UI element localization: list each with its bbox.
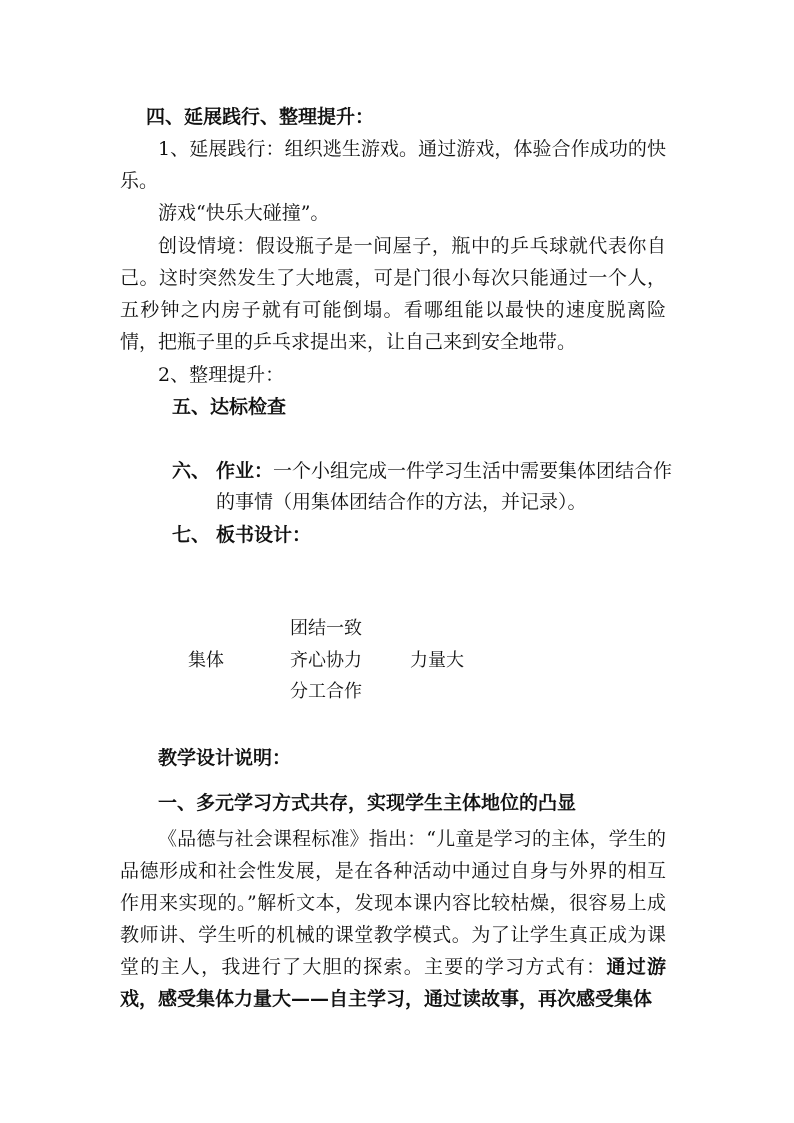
section6-text-line1: 一个小组完成一件学习生活中需要集体团结合作: [273, 460, 673, 482]
board-middle-item-1: 团结一致: [290, 618, 362, 639]
scenario-label: 创设情境：: [158, 235, 256, 257]
section6-line1: [216, 458, 672, 484]
scenario-paragraph: [120, 230, 666, 358]
design-notes-heading: 教学设计说明：: [158, 747, 292, 769]
board-middle-item-2: 齐心协力: [290, 650, 362, 671]
section4-item1-text: 组织逃生游戏。通过游戏，体验合作成功的快乐。: [120, 138, 666, 192]
board-left: 集体: [188, 650, 224, 671]
scenario-text: 假设瓶子是一间屋子，瓶中的乒乓球就代表你自己。这时突然发生了大地震，可是门很小每次只能通过一个人，五秒钟之内房子就有可能倒塌。看哪组能以最快的速度脱离险情，把瓶子里的乒乓求提出来，让自己来到安全地带。: [120, 235, 666, 353]
section6-label: 作业：: [216, 460, 274, 482]
section4-item1: [120, 133, 666, 197]
game-title: 游戏“快乐大碰撞”。: [158, 202, 330, 224]
section7-number: 七、: [172, 524, 211, 546]
section4-item2: 2、整理提升：: [158, 364, 285, 386]
section7-label: 板书设计：: [216, 524, 312, 546]
board-middle-item-3: 分工合作: [290, 681, 362, 702]
design-notes-paragraph-bold: 通过游戏，感受集体力量大——自主学习，通过读故事，再次感受集体: [120, 956, 666, 1010]
design-notes-paragraph: [120, 823, 666, 1015]
board-right: 力量大: [410, 650, 464, 671]
section6-line2: 的事情（用集体团结合作的方法，并记录）。: [216, 491, 587, 513]
design-notes-subheading: 一、多元学习方式共存，实现学生主体地位的凸显: [158, 792, 577, 814]
section4-heading: 四、延展践行、整理提升：: [146, 106, 375, 128]
section6-number: 六、: [172, 460, 211, 482]
section4-item1-label: 1、延展践行：: [158, 138, 285, 160]
section5-heading: 五、达标检查: [172, 396, 287, 418]
design-notes-paragraph-text: 《品德与社会课程标准》指出：“儿童是学习的主体，学生的品德形成和社会性发展，是在各种活动中通过自身与外界的相互作用来实现的。”解析文本，发现本课内容比较枯燥，很容易上成教师讲、学生听的机械的课堂教学模式。为了让学生真正成为课堂的主人，我进行了大胆的探索。主要的学习方式有：: [120, 828, 666, 978]
